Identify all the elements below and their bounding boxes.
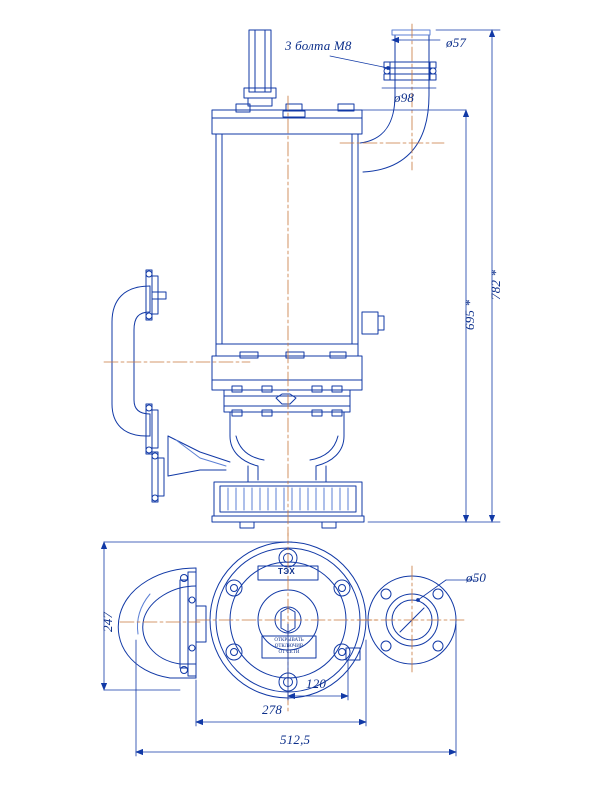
nameplate-warning: ОТКРЫВАТЬ ОТКЛЮЧИВ ОТ СЕТИ	[274, 638, 304, 655]
annotation-dia-57: ø57	[446, 35, 467, 50]
nameplate-brand: ТЭХ	[278, 567, 296, 576]
dimension-120: 120	[306, 676, 327, 691]
annotation-dia-50: ø50	[466, 570, 487, 585]
annotation-bolts-note: 3 болта М8	[285, 38, 352, 53]
dimension-height-782: 782 *	[488, 269, 503, 300]
dimension-512-5: 512,5	[280, 732, 311, 747]
annotation-dia-98: ø98	[394, 90, 415, 105]
dimension-278: 278	[262, 702, 283, 717]
dimension-height-695: 695 *	[462, 299, 477, 330]
dimension-depth-247: 247	[100, 611, 115, 632]
